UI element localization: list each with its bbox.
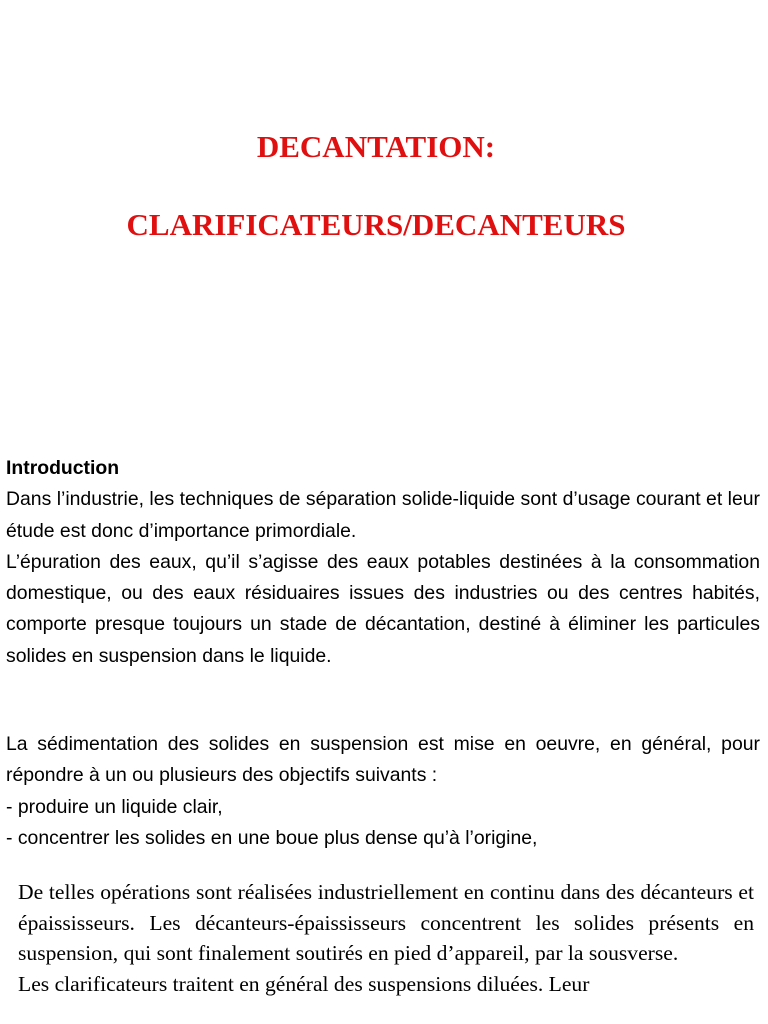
title-decantation: DECANTATION: (256, 129, 496, 164)
clarificateurs-paragraph-start: Les clarificateurs traitent en général des suspensions diluées. Leur (18, 971, 590, 996)
introduction-section (6, 453, 760, 672)
objective-list-item: - produire un liquide clair, (6, 795, 223, 818)
operations-section (18, 877, 754, 999)
introduction-heading: Introduction (6, 457, 120, 479)
operations-paragraph: De telles opérations sont réalisées industriellement en continu dans des décanteurs et épaississeurs. Les décanteurs-épaississeurs concentrent les solides présents en suspension, qui sont finalement soutirés en pied d’appareil, par la sousverse. (18, 880, 754, 965)
introduction-paragraph-industry: Dans l’industrie, les techniques de séparation solide-liquide sont d’usage courant et leur étude est donc d’importance primordiale. (6, 488, 760, 542)
sedimentation-section (6, 729, 760, 854)
sedimentation-paragraph: La sédimentation des solides en suspension est mise en oeuvre, en général, pour répondre à un ou plusieurs des objectifs suivants : (6, 733, 760, 787)
objective-list-item: - concentrer les solides en une boue plus dense qu’à l’origine, (6, 826, 538, 849)
introduction-paragraph-epuration: L’épuration des eaux, qu’il s’agisse des eaux potables destinées à la consommation domestique, ou des eaux résiduaires issues des industries ou des centres habités, comporte presque toujours un stade de décantation, destiné à éliminer les particules solides en suspension dans le liquide. (6, 550, 760, 667)
title-clarificateurs-decanteurs: CLARIFICATEURS/DECANTEURS (126, 207, 626, 242)
